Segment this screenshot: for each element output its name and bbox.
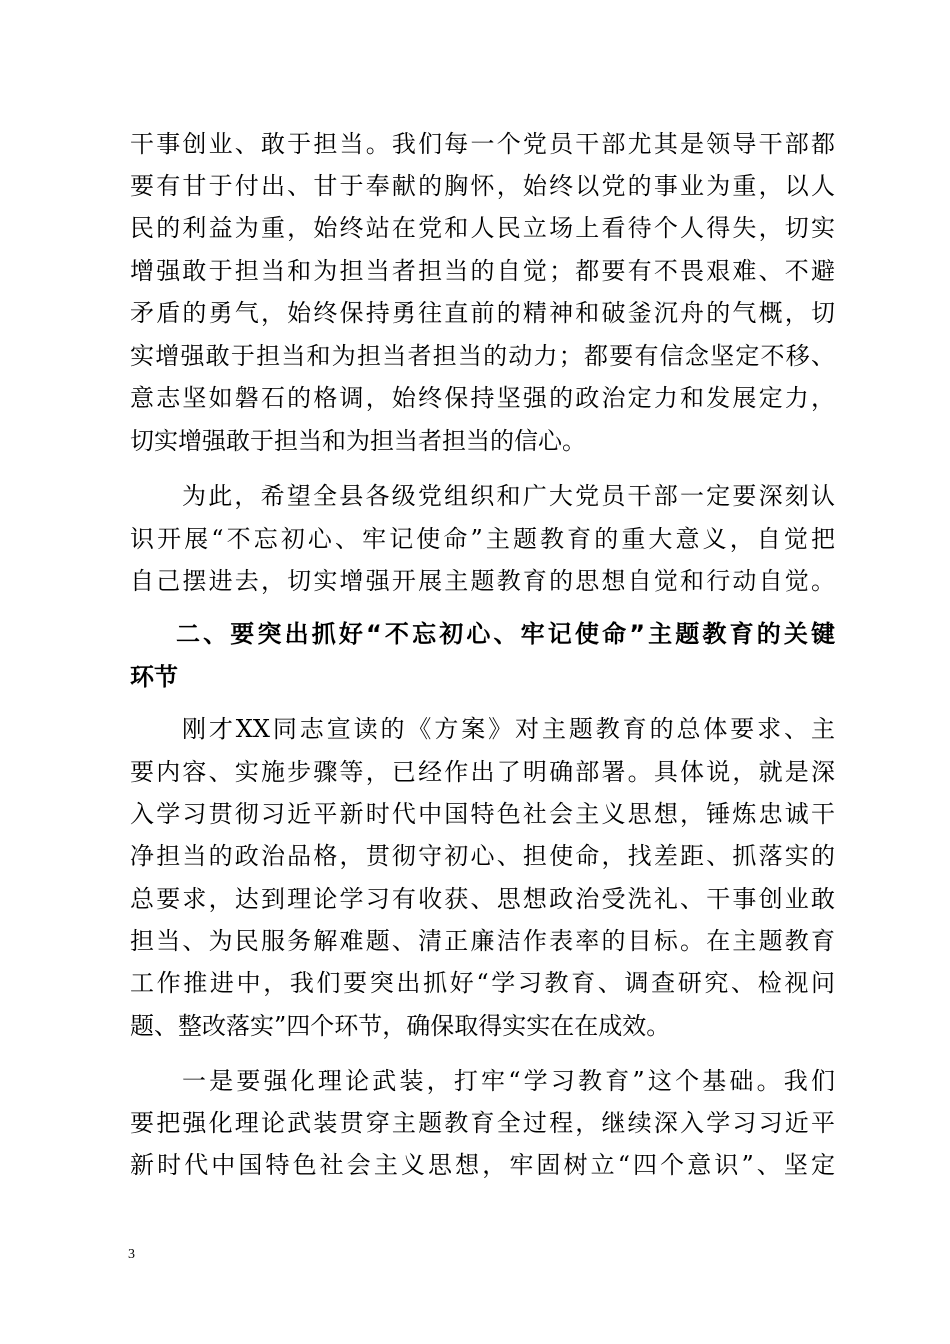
text-line: 识开展“不忘初心、牢记使命”主题教育的重大意义，自觉把 [130,525,835,553]
text-line: 实增强敢于担当和为担当者担当的动力；都要有信念坚定不移、 [130,342,835,370]
text-line: 为此，希望全县各级党组织和广大党员干部一定要深刻认 [182,482,835,510]
text-line: 环节 [130,663,178,691]
text-line: 切实增强敢于担当和为担当者担当的信心。 [130,427,586,455]
text-line: 担当、为民服务解难题、清正廉洁作表率的目标。在主题教育 [130,927,835,955]
text-line: 增强敢于担当和为担当者担当的自觉；都要有不畏艰难、不避 [130,257,835,285]
text-line: 新时代中国特色社会主义思想，牢固树立“四个意识”、坚定 [130,1151,835,1179]
text-line: 净担当的政治品格，贯彻守初心、担使命，找差距、抓落实的 [130,842,835,870]
text-line: 矛盾的勇气，始终保持勇往直前的精神和破釜沉舟的气概，切 [130,299,835,327]
text-line: 意志坚如磐石的格调，始终保持坚强的政治定力和发展定力， [130,384,835,412]
text-line: 干事创业、敢于担当。我们每一个党员干部尤其是领导干部都 [130,130,835,158]
text-line: 要把强化理论武装贯穿主题教育全过程，继续深入学习习近平 [130,1109,835,1137]
text-line: 题、整改落实”四个环节，确保取得实实在在成效。 [130,1012,671,1040]
text-line: 民的利益为重，始终站在党和人民立场上看待个人得失，切实 [130,214,835,242]
page-number: 3 [128,1247,135,1262]
text-line: 一是要强化理论武装，打牢“学习教育”这个基础。我们 [182,1067,835,1095]
text-line: 总要求，达到理论学习有收获、思想政治受洗礼、干事创业敢 [130,885,835,913]
text-line: 工作推进中，我们要突出抓好“学习教育、调查研究、检视问 [130,969,835,997]
text-line: 自己摆进去，切实增强开展主题教育的思想自觉和行动自觉。 [130,567,835,595]
text-line: 要有甘于付出、甘于奉献的胸怀，始终以党的事业为重，以人 [130,172,835,200]
text-line: 二、要突出抓好“不忘初心、牢记使命”主题教育的关键 [176,620,835,648]
text-line: 要内容、实施步骤等，已经作出了明确部署。具体说，就是深 [130,758,835,786]
text-line: 刚才XX同志宣读的《方案》对主题教育的总体要求、主 [182,715,835,743]
text-line: 入学习贯彻习近平新时代中国特色社会主义思想，锤炼忠诚干 [130,800,835,828]
